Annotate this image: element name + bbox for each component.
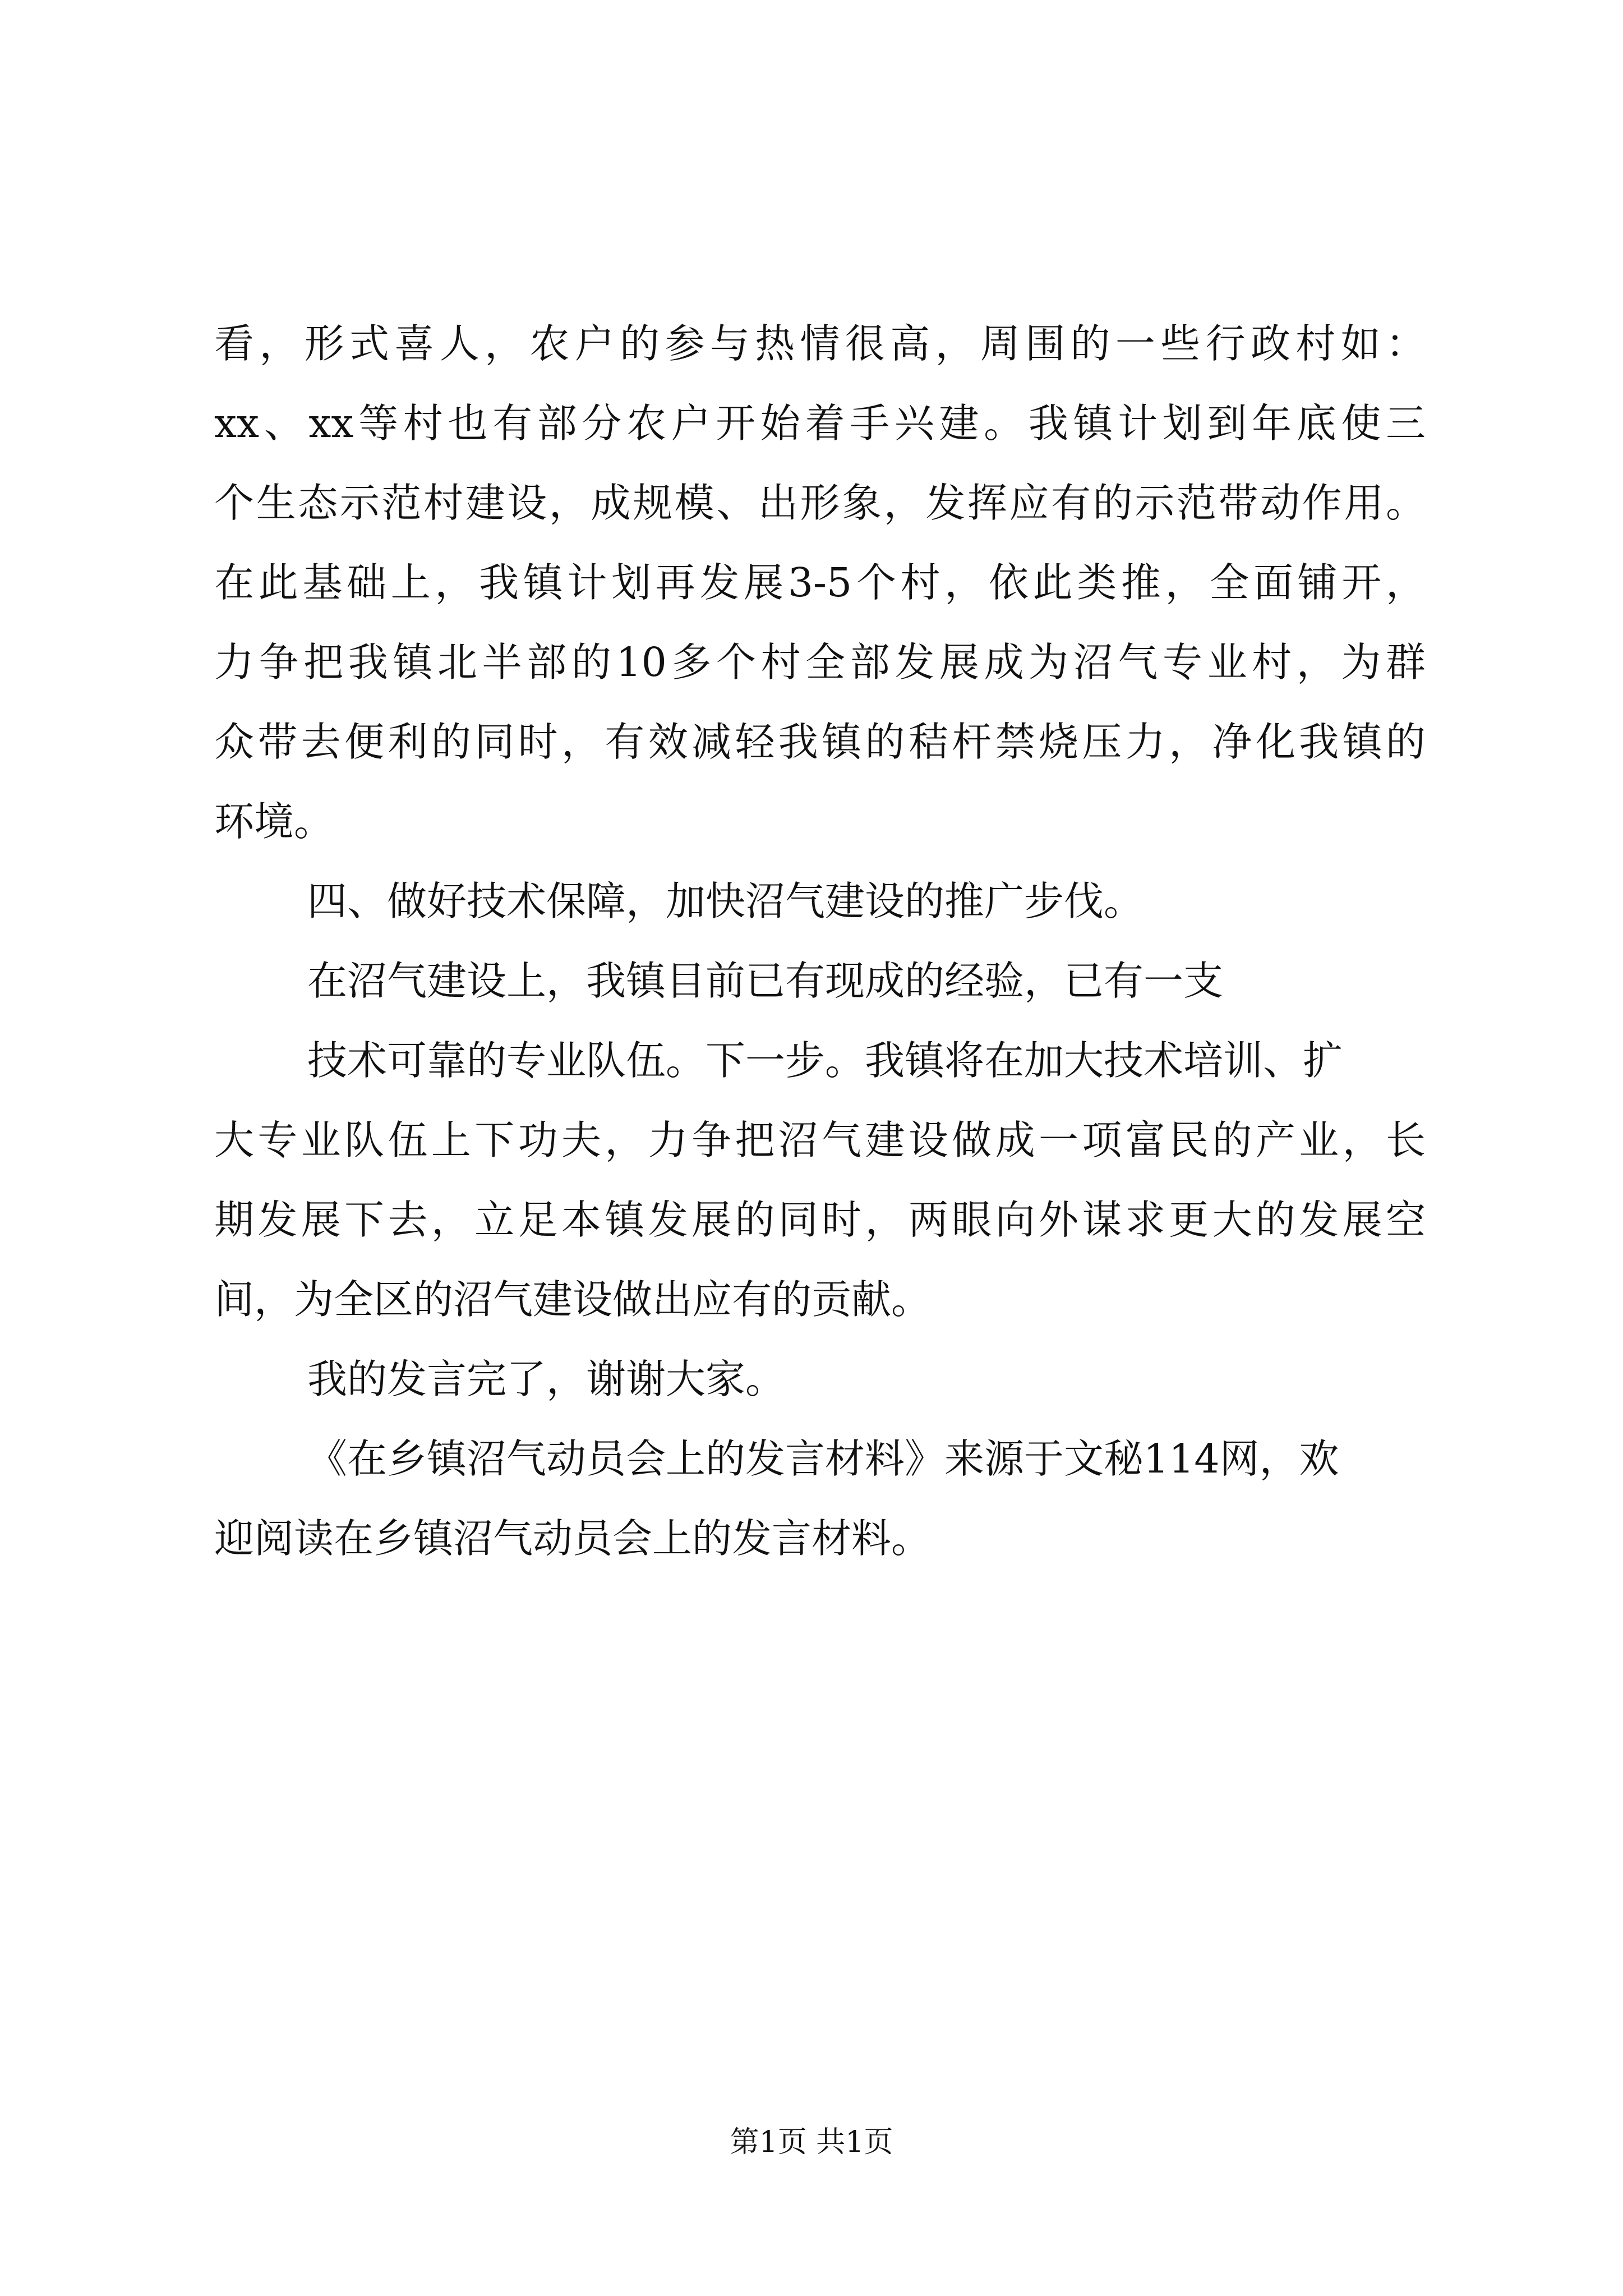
text-line: 间，为全区的沼气建设做出应有的贡献。 [214,1276,932,1323]
text-line: 迎阅读在乡镇沼气动员会上的发言材料。 [214,1515,932,1562]
text-line: 环境。 [214,798,334,845]
section-heading: 四、做好技术保障，加快沼气建设的推广步伐。 [307,878,1144,924]
text-line: 在此基础上，我镇计划再发展3-5个村，依此类推，全面铺开， [214,559,1426,606]
text-line: 看，形式喜人，农户的参与热情很高，周围的一些行政村如： [214,320,1426,367]
page-footer: 第1页 共1页 [730,2125,893,2159]
text-line: 众带去便利的同时，有效减轻我镇的秸杆禁烧压力，净化我镇的 [214,719,1426,765]
text-line: 技术可靠的专业队伍。下一步。我镇将在加大技术培训、扩 [307,1037,1343,1084]
text-line: 期发展下去，立足本镇发展的同时，两眼向外谋求更大的发展空 [214,1197,1426,1243]
text-line: 《在乡镇沼气动员会上的发言材料》来源于文秘114网，欢 [307,1435,1339,1482]
text-line: 大专业队伍上下功夫，力争把沼气建设做成一项富民的产业，长 [214,1117,1426,1163]
text-line: 我的发言完了，谢谢大家。 [307,1356,786,1402]
text-line: 个生态示范村建设，成规模、出形象，发挥应有的示范带动作用。 [214,480,1426,526]
text-line: 在沼气建设上，我镇目前已有现成的经验，已有一支 [307,958,1224,1004]
text-line: 力争把我镇北半部的10多个村全部发展成为沼气专业村，为群 [214,639,1426,685]
text-line: xx、xx等村也有部分农户开始着手兴建。我镇计划到年底使三 [214,400,1426,447]
